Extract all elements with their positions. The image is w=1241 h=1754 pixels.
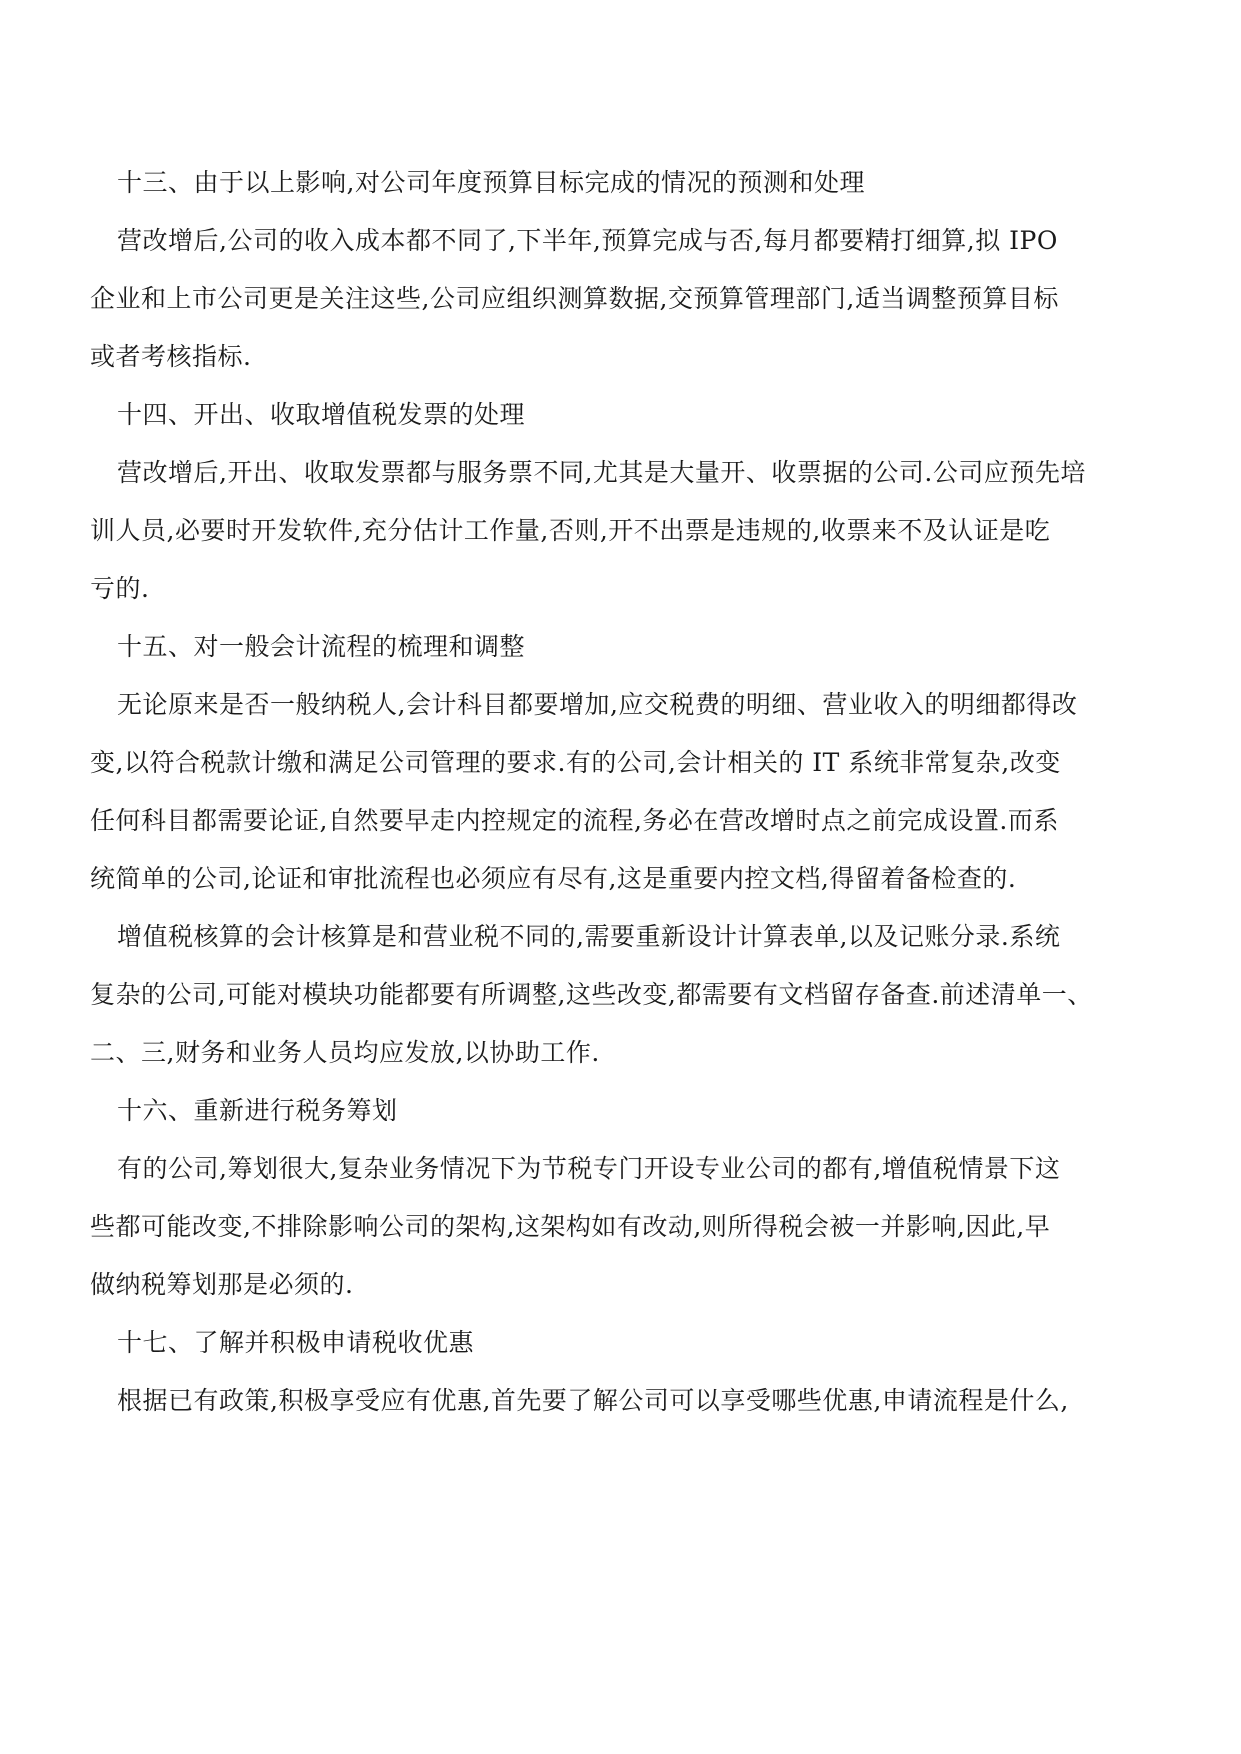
paragraph-line: 任何科目都需要论证,自然要早走内控规定的流程,务必在营改增时点之前完成设置.而系 bbox=[90, 806, 1059, 835]
paragraph-line: 增值税核算的会计核算是和营业税不同的,需要重新设计计算表单,以及记账分录.系统 bbox=[117, 922, 1061, 951]
paragraph-line: 营改增后,公司的收入成本都不同了,下半年,预算完成与否,每月都要精打细算,拟 IPO bbox=[117, 226, 1058, 255]
paragraph-line: 企业和上市公司更是关注这些,公司应组织测算数据,交预算管理部门,适当调整预算目标 bbox=[90, 284, 1059, 313]
heading-section-15: 十五、对一般会计流程的梳理和调整 bbox=[117, 632, 526, 661]
heading-section-13: 十三、由于以上影响,对公司年度预算目标完成的情况的预测和处理 bbox=[117, 168, 865, 197]
paragraph-line: 有的公司,筹划很大,复杂业务情况下为节税专门开设专业公司的都有,增值税情景下这 bbox=[117, 1154, 1061, 1183]
heading-section-14: 十四、开出、收取增值税发票的处理 bbox=[117, 400, 526, 429]
paragraph-line: 或者考核指标. bbox=[90, 342, 252, 371]
paragraph-line: 些都可能改变,不排除影响公司的架构,这架构如有改动,则所得税会被一并影响,因此,早 bbox=[90, 1212, 1051, 1241]
paragraph-line: 无论原来是否一般纳税人,会计科目都要增加,应交税费的明细、营业收入的明细都得改 bbox=[117, 690, 1078, 719]
paragraph-line: 训人员,必要时开发软件,充分估计工作量,否则,开不出票是违规的,收票来不及认证是吃 bbox=[90, 516, 1051, 545]
paragraph-line: 根据已有政策,积极享受应有优惠,首先要了解公司可以享受哪些优惠,申请流程是什么, bbox=[117, 1386, 1069, 1415]
paragraph-line: 二、三,财务和业务人员均应发放,以协助工作. bbox=[90, 1038, 600, 1067]
paragraph-line: 复杂的公司,可能对模块功能都要有所调整,这些改变,都需要有文档留存备查.前述清单一、 bbox=[90, 980, 1093, 1009]
paragraph-line: 统简单的公司,论证和审批流程也必须应有尽有,这是重要内控文档,得留着备检查的. bbox=[90, 864, 1017, 893]
paragraph-line: 营改增后,开出、收取发票都与服务票不同,尤其是大量开、收票据的公司.公司应预先培 bbox=[117, 458, 1086, 487]
heading-section-16: 十六、重新进行税务筹划 bbox=[117, 1096, 398, 1125]
paragraph-line: 做纳税筹划那是必须的. bbox=[90, 1270, 354, 1299]
paragraph-line: 亏的. bbox=[90, 574, 150, 603]
heading-section-17: 十七、了解并积极申请税收优惠 bbox=[117, 1328, 475, 1357]
paragraph-line: 变,以符合税款计缴和满足公司管理的要求.有的公司,会计相关的 IT 系统非常复杂,改变 bbox=[90, 748, 1061, 777]
